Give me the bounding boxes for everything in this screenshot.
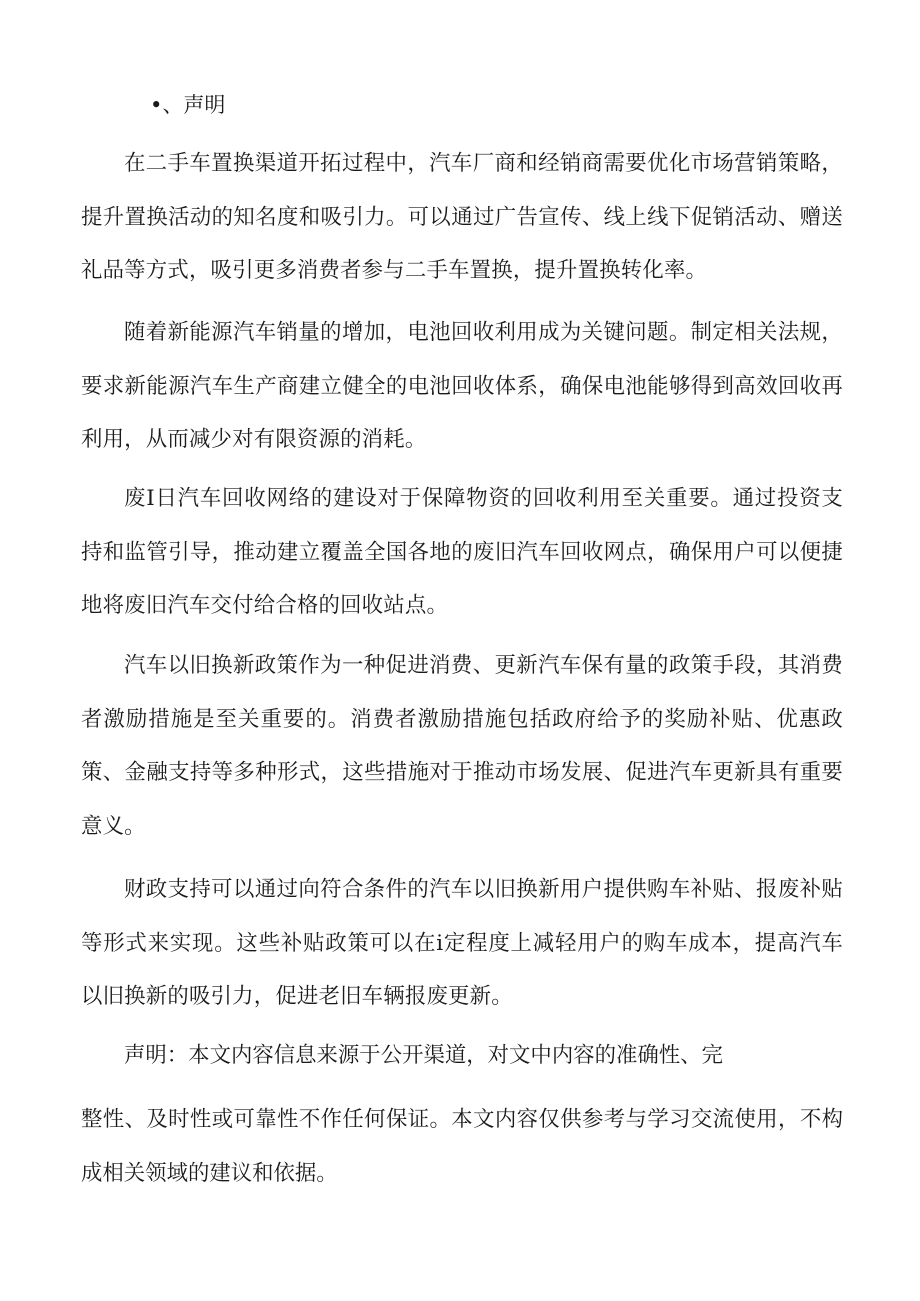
paragraph-battery-recycling: 随着新能源汽车销量的增加，电池回收利用成为关键问题。制定相关法规，要求新能源汽车生产商建立健全的电池回收体系，确保电池能够得到高效回收再利用，从而减少对有限资源的消耗。 bbox=[81, 320, 843, 452]
paragraph-financial-support: 财政支持可以通过向符合条件的汽车以旧换新用户提供购车补贴、报废补贴等形式来实现。这些补贴政策可以在i定程度上减轻用户的购车成本，提高汽车以旧换新的吸引力，促进老旧车辆报废更新。 bbox=[81, 877, 843, 1009]
disclaimer-continuation: 整性、及时性或可靠性不作任何保证。本文内容仅供参考与学习交流使用，不构成相关领域的建议和依据。 bbox=[81, 1107, 843, 1186]
paragraph-consumer-incentives: 汽车以旧换新政策作为一种促进消费、更新汽车保有量的政策手段，其消费者激励措施是至关重要的。消费者激励措施包括政府给予的奖励补贴、优惠政策、金融支持等多种形式，这些措施对于推动市场发展、促进汽车更新具有重要意义。 bbox=[81, 653, 843, 839]
disclaimer-first-line: 声明：本文内容信息来源于公开渠道，对文中内容的准确性、完 bbox=[124, 1043, 723, 1068]
paragraph-marketing: 在二手车置换渠道开拓过程中，汽车厂商和经销商需要优化市场营销策略，提升置换活动的知名度和吸引力。可以通过广告宣传、线上线下促销活动、赠送礼品等方式，吸引更多消费者参与二手车置换，提升置换转化率。 bbox=[81, 151, 843, 283]
paragraph-recycling-network: 废Ⅰ日汽车回收网络的建设对于保障物资的回收利用至关重要。通过投资支持和监管引导，推动建立覆盖全国各地的废旧汽车回收网点，确保用户可以便捷地将废旧汽车交付给合格的回收站点。 bbox=[81, 486, 843, 618]
section-heading: •、声明 bbox=[150, 93, 226, 117]
